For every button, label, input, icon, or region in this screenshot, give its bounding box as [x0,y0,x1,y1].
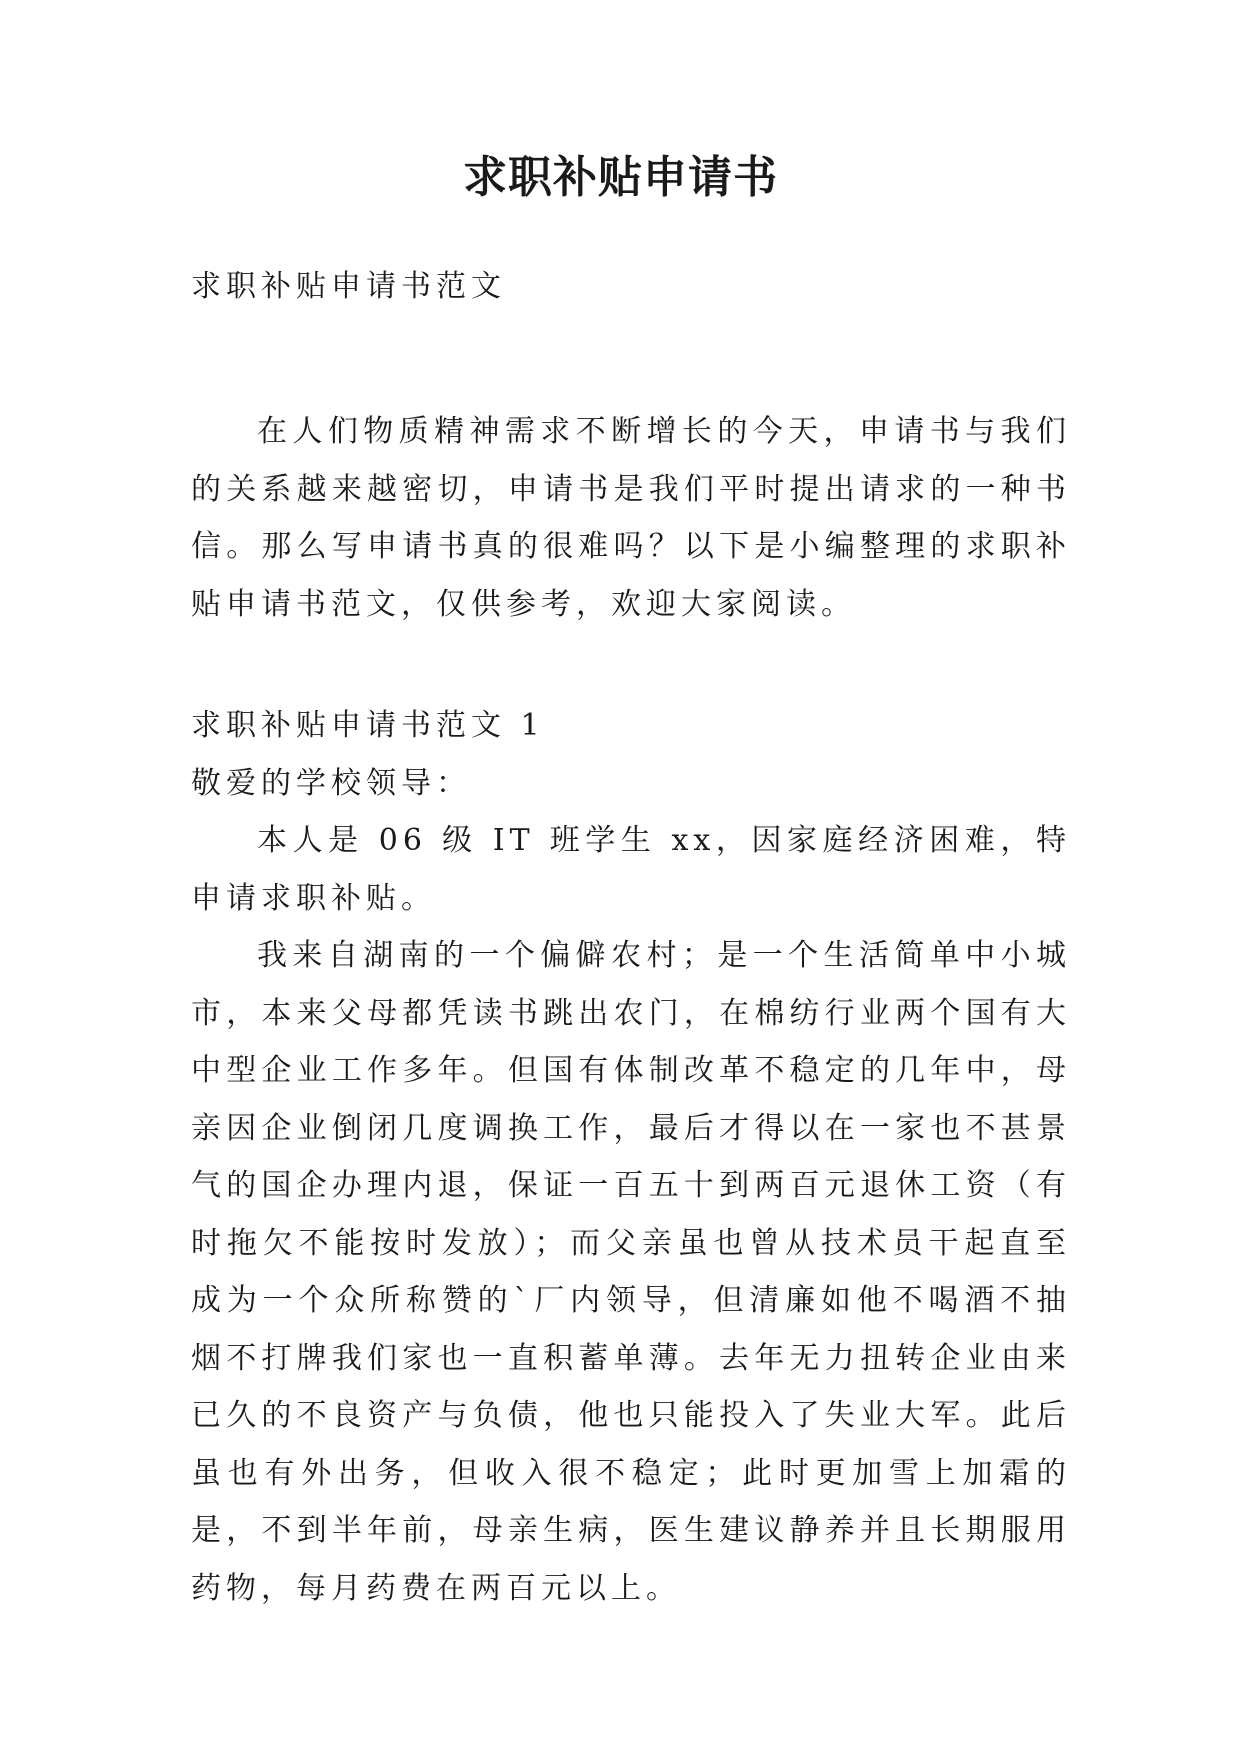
document-subtitle: 求职补贴申请书范文 [191,269,506,304]
intro-paragraph: 在人们物质精神需求不断增长的今天，申请书与我们的关系越来越密切，申请书是我们平时提出请求的一种书信。那么写申请书真的很难吗？以下是小编整理的求职补贴申请书范文，仅供参考，欢迎大家阅读。 [191,414,1071,622]
document-title: 求职补贴申请书 [463,152,778,203]
salutation: 敬爱的学校领导： [191,765,471,801]
section-heading: 求职补贴申请书范文 1 [191,708,545,743]
document-subtitle-block [191,258,1071,316]
body-paragraph: 本人是 06 级 IT 班学生 xx，因家庭经济困难，特申请求职补贴。 [191,823,1071,916]
body-paragraph: 我来自湖南的一个偏僻农村；是一个生活简单中小城市，本来父母都凭读书跳出农门，在棉纺行业两个国有大中型企业工作多年。但国有体制改革不稳定的几年中，母亲因企业倒闭几度调换工作，最后才得以在一家也不甚景气的国企办理内退，保证一百五十到两百元退休工资（有时拖欠不能按时发放）；而父亲虽也曾从技术员干起直至成为一个众所称赞的`厂内领导，但清廉如他不喝酒不抽烟不打牌我们家也一直积蓄单薄。去年无力扭转企业由来已久的不良资产与负债，他也只能投入了失业大军。此后虽也有外出务，但收入很不稳定；此时更加雪上加霜的是，不到半年前，母亲生病，医生建议静养并且长期服用药物，每月药费在两百元以上。 [191,938,1071,1606]
section-1 [191,697,1071,1617]
intro-block [191,403,1071,633]
